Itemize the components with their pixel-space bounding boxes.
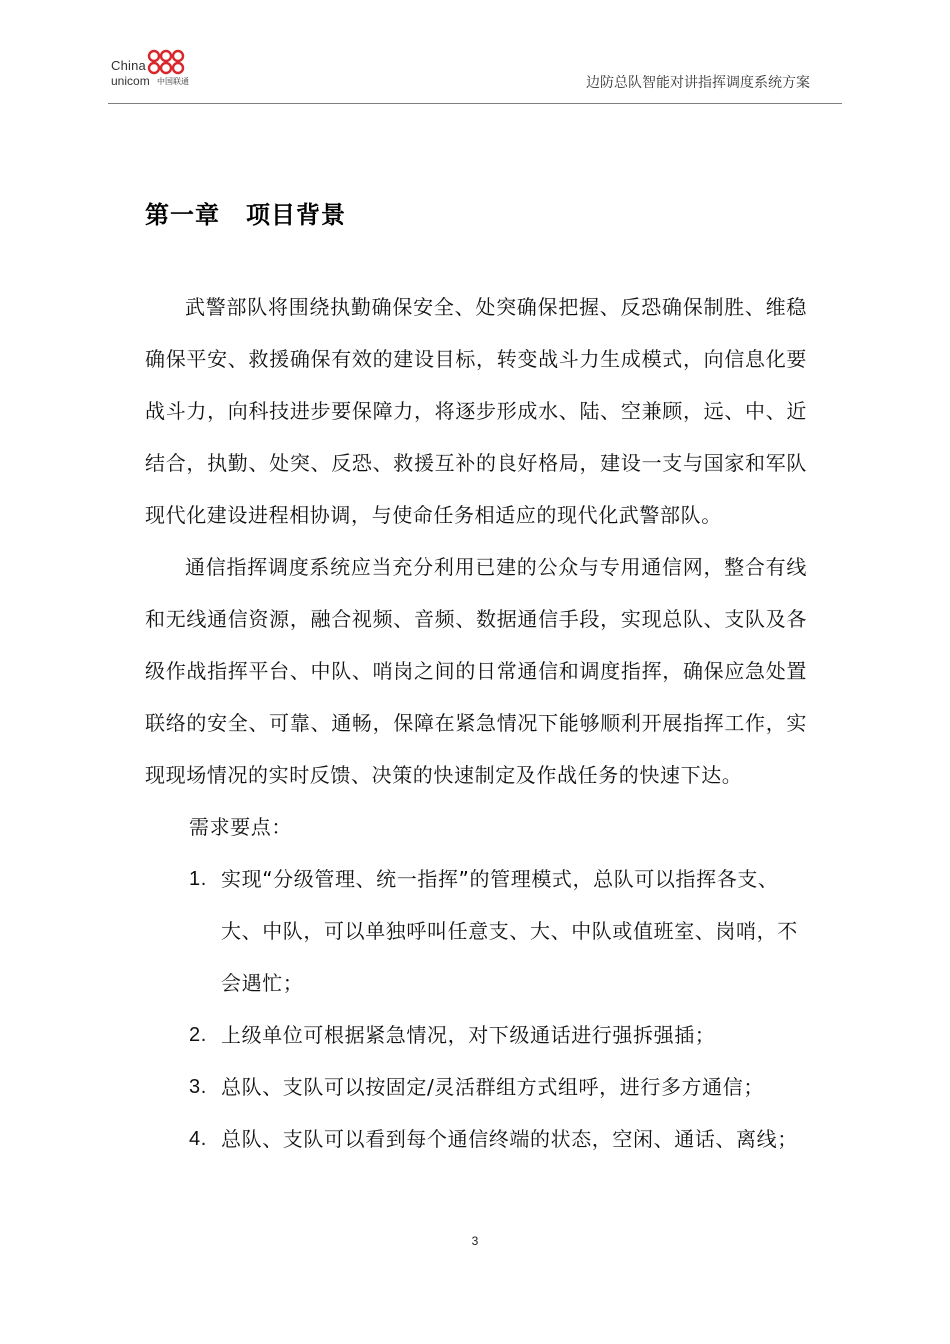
requirements-heading: 需求要点： [189, 815, 292, 839]
requirements-list [145, 853, 807, 1165]
logo-text-unicom: unicom [111, 74, 150, 88]
chapter-title: 项目背景 [246, 201, 346, 229]
page-header [0, 0, 950, 110]
list-item-number: 2. [189, 1024, 207, 1046]
list-item-number: 1. [189, 868, 207, 890]
document-title: 边防总队智能对讲指挥调度系统方案 [586, 75, 810, 91]
list-item-text: 总队、支队可以按固定/灵活群组方式组呼，进行多方通信； [221, 1075, 764, 1099]
china-unicom-logo [108, 48, 192, 100]
list-item [145, 1113, 807, 1165]
list-item-number: 4. [189, 1128, 207, 1150]
paragraph: 武警部队将围绕执勤确保安全、处突确保把握、反恐确保制胜、维稳确保平安、救援确保有效的建设目标，转变战斗力生成模式，向信息化要战斗力，向科技进步要保障力，将逐步形成水、陆、空兼顾，远、中、近结合，执勤、处突、反恐、救援互补的良好格局，建设一支与国家和军队现代化建设进程相协调，与使命任务相适应的现代化武警部队。 [145, 295, 807, 527]
list-item-text: 总队、支队可以看到每个通信终端的状态，空闲、通话、离线； [221, 1127, 798, 1151]
list-item [145, 1061, 807, 1113]
list-item-number: 3. [189, 1076, 207, 1098]
list-item-text: 实现“分级管理、统一指挥”的管理模式，总队可以指挥各支、大、中队，可以单独呼叫任意支、大、中队或值班室、岗哨，不会遇忙； [221, 867, 798, 995]
logo-text-china: China [111, 58, 146, 73]
list-item [145, 1009, 807, 1061]
chapter-number: 第一章 [145, 201, 220, 229]
page-number: 3 [471, 1234, 479, 1248]
paragraph: 通信指挥调度系统应当充分利用已建的公众与专用通信网，整合有线和无线通信资源，融合视频、音频、数据通信手段，实现总队、支队及各级作战指挥平台、中队、哨岗之间的日常通信和调度指挥，确保应急处置联络的安全、可靠、通畅，保障在紧急情况下能够顺利开展指挥工作，实现现场情况的实时反馈、决策的快速制定及作战任务的快速下达。 [145, 555, 807, 787]
chapter-heading [145, 185, 807, 245]
list-item-text: 上级单位可根据紧急情况，对下级通话进行强拆强插； [221, 1023, 716, 1047]
header-divider [108, 103, 842, 104]
page-body [145, 185, 807, 1165]
unicom-knot-icon [146, 48, 186, 78]
logo-text-cn: 中国联通 [157, 77, 189, 86]
list-item [145, 853, 807, 1009]
